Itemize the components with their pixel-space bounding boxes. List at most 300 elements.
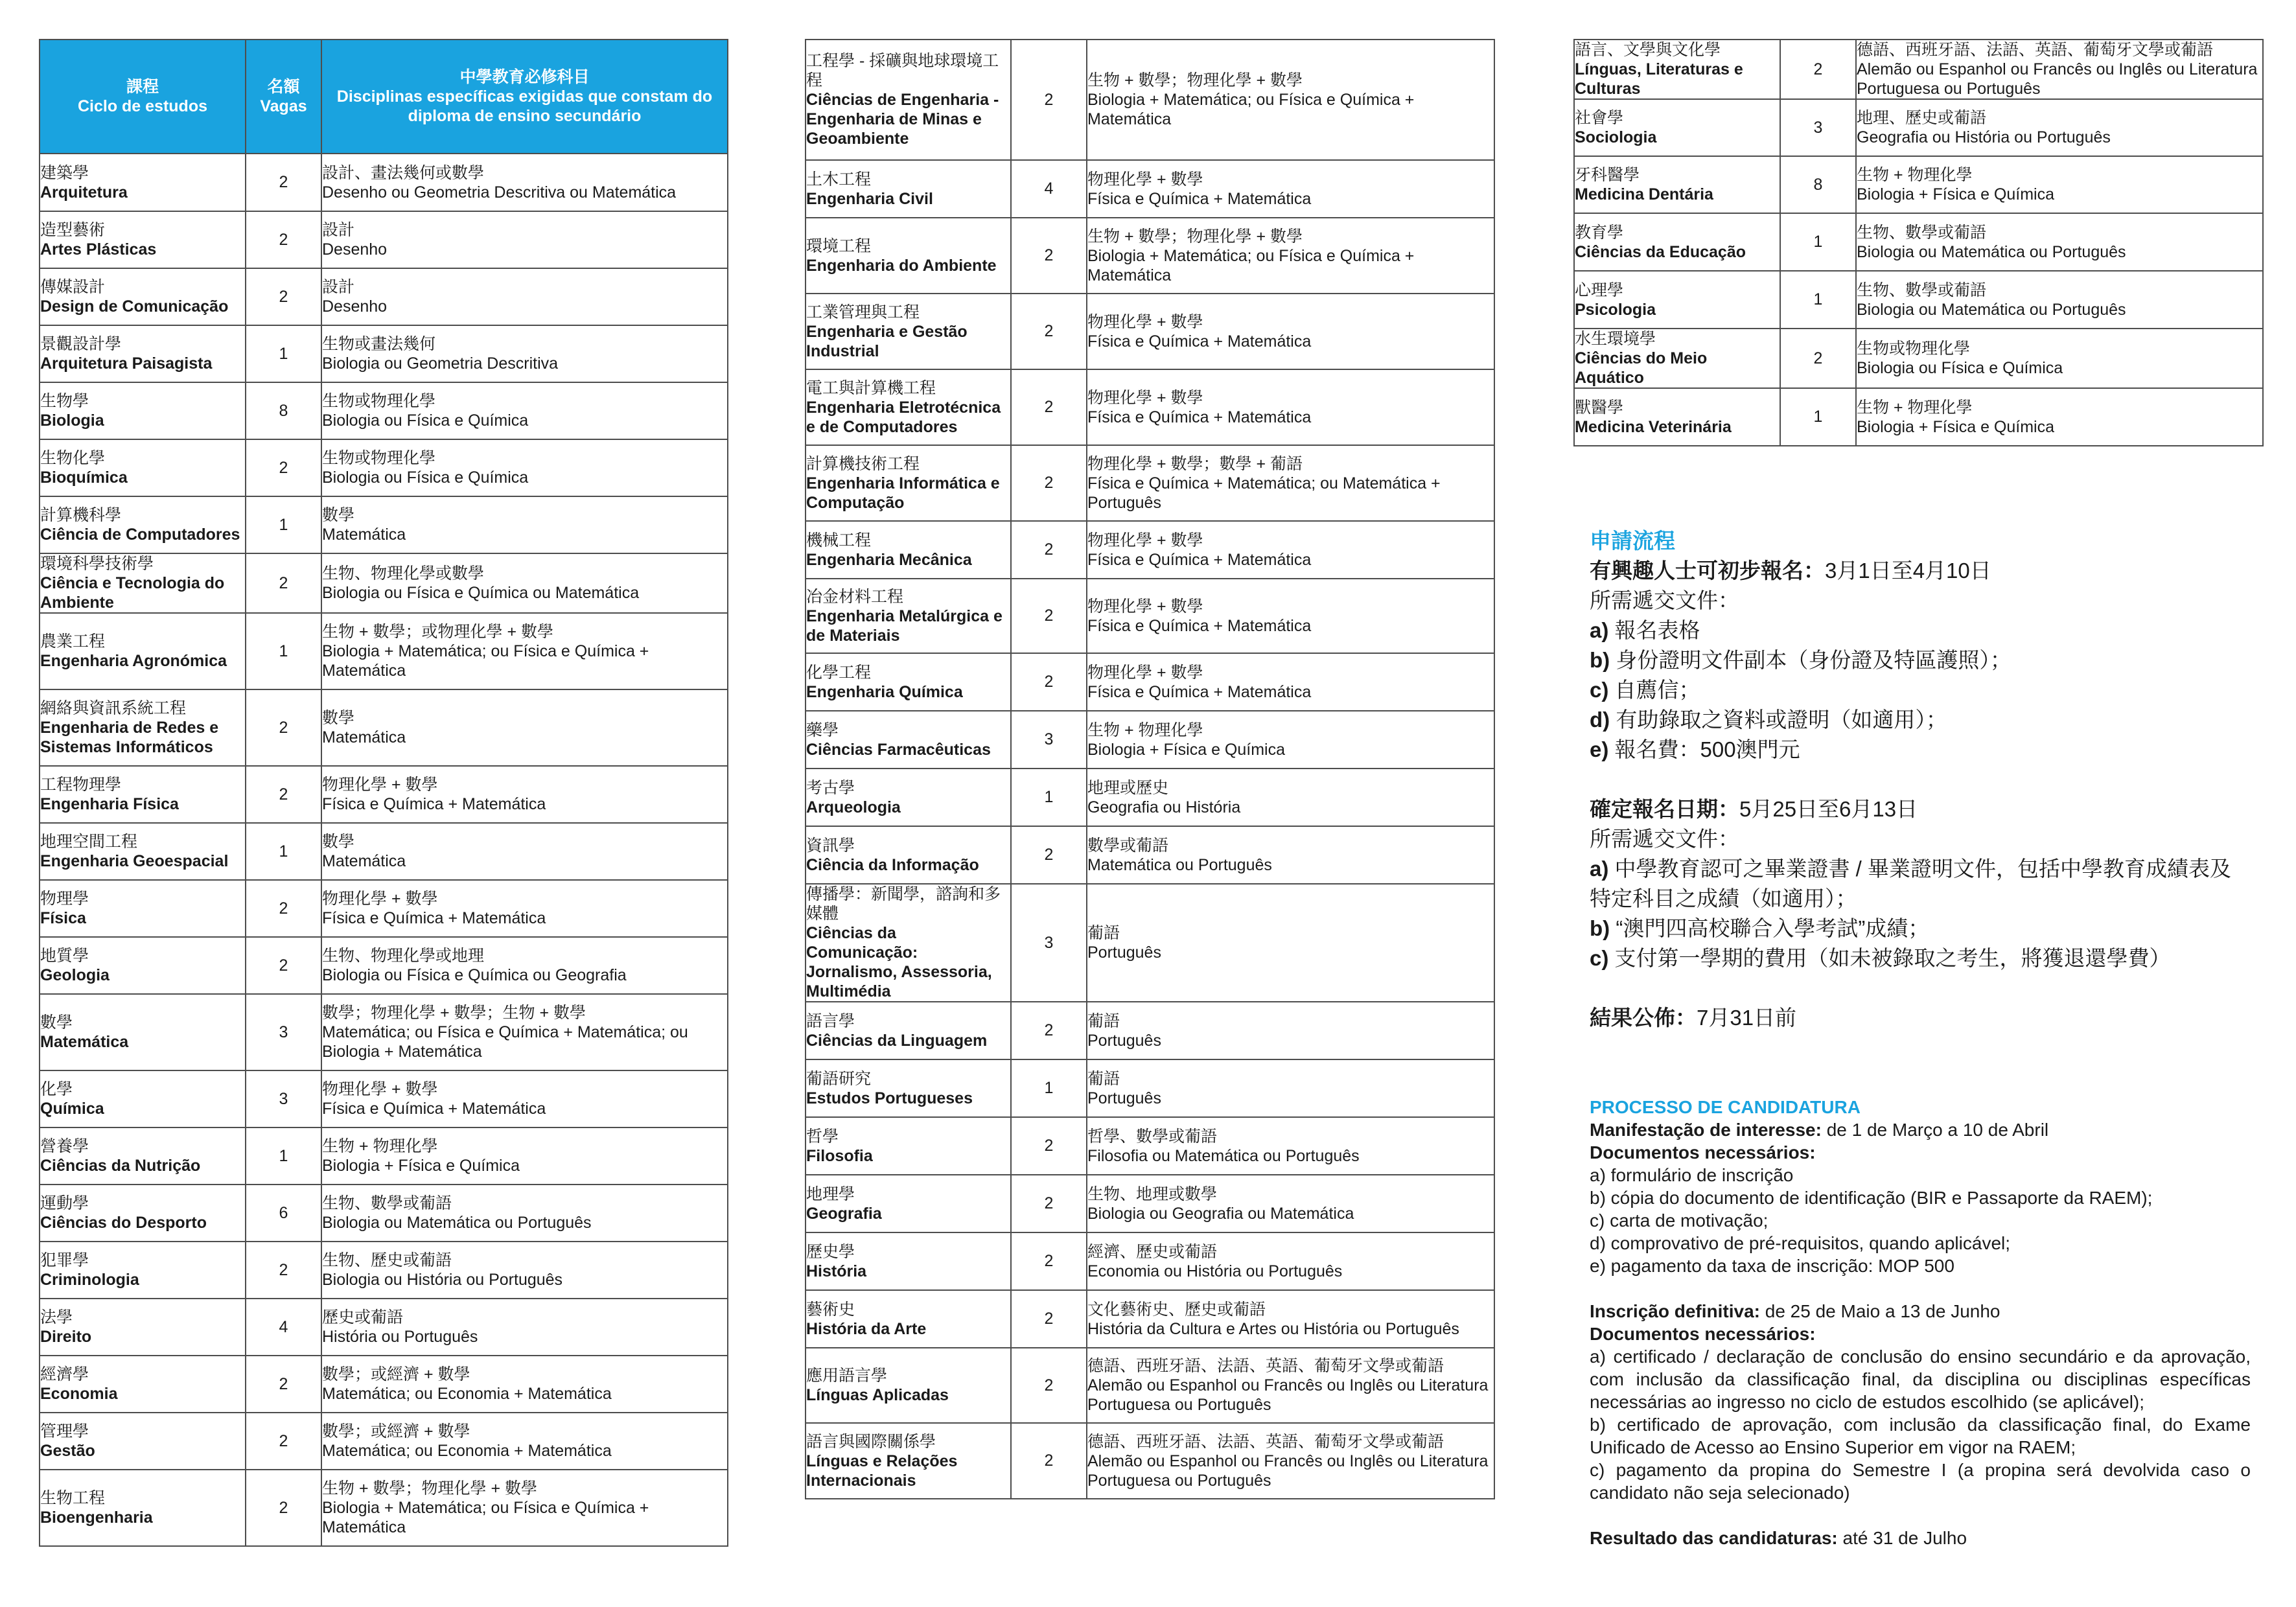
table-row: [806, 1002, 1494, 1059]
table-row: [40, 1070, 728, 1127]
vagas-cell: 1: [1780, 271, 1856, 329]
requirements-cell: [321, 154, 728, 211]
course-name-pt: Ciências da Nutrição: [40, 1157, 201, 1175]
course-name-zh: 化學: [40, 1080, 73, 1098]
course-name-zh: 葡語研究: [806, 1069, 872, 1088]
vagas-cell: 2: [1011, 1175, 1087, 1232]
requirement-zh: 德語、西班牙語、法語、英語、葡萄牙文學或葡語: [1087, 1357, 1444, 1375]
requirements-cell: [1087, 1423, 1494, 1499]
vagas-cell: 2: [1011, 1232, 1087, 1290]
course-name-pt: Ciências do Desporto: [40, 1214, 207, 1232]
course-cell: [40, 154, 246, 211]
requirements-cell: [1856, 40, 2263, 99]
requirements-cell: [1087, 1117, 1494, 1175]
requirement-pt: Biologia ou Física e Química: [322, 411, 529, 430]
header-vagas-pt: Vagas: [260, 97, 307, 115]
requirement-pt: Matemática: [322, 728, 406, 746]
result-line-zh: [1590, 1003, 2251, 1033]
vagas-cell: 1: [1780, 213, 1856, 271]
vagas-cell: 2: [246, 880, 321, 937]
course-cell: [806, 1117, 1011, 1175]
course-name-pt: Arquitetura: [40, 183, 128, 202]
requirement-pt: Matemática: [322, 852, 406, 870]
table-row: [40, 689, 728, 766]
course-cell: [806, 579, 1011, 653]
requirement-pt: Português: [1087, 1089, 1161, 1107]
table-row: [806, 294, 1494, 369]
course-name-pt: Ciências do Meio Aquático: [1575, 349, 1708, 387]
requirement-zh: 葡語: [1087, 1012, 1120, 1030]
vagas-cell: 2: [246, 154, 321, 211]
course-name-pt: Engenharia Geoespacial: [40, 852, 229, 870]
vagas-cell: 8: [246, 382, 321, 439]
course-name-zh: 語言、文學與文化學: [1575, 41, 1721, 59]
vagas-cell: 1: [1780, 388, 1856, 446]
requirement-pt: Biologia ou Matemática ou Português: [322, 1214, 592, 1232]
course-name-zh: 冶金材料工程: [806, 587, 904, 606]
requirement-pt: Geografia ou História ou Português: [1857, 128, 2111, 146]
course-cell: [40, 1185, 246, 1242]
table-row: [40, 937, 728, 994]
course-name-pt: Bioquímica: [40, 468, 128, 487]
programs-table-body-3: [1574, 40, 2263, 446]
table-row: [806, 218, 1494, 294]
table-row: [40, 268, 728, 325]
course-name-pt: Ciência e Tecnologia do Ambiente: [40, 574, 225, 612]
interest-line-pt: [1590, 1118, 2251, 1141]
course-name-zh: 地理空間工程: [40, 833, 138, 851]
doc-item-pt: b) certificado de aprovação, com inclusão da classificação final, do Exame Unificado de Acesso ao Ensino Superior em vigor na RAEM;: [1590, 1415, 2251, 1457]
course-cell: [40, 268, 246, 325]
table-row: [40, 553, 728, 613]
requirement-zh: 生物 + 數學；物理化學 + 數學: [1087, 227, 1303, 246]
table-row: [806, 445, 1494, 521]
course-cell: [40, 1356, 246, 1413]
course-cell: [40, 325, 246, 382]
table-row: [40, 613, 728, 689]
table-row: [40, 823, 728, 880]
course-name-pt: Geografia: [806, 1204, 882, 1223]
course-name-zh: 傳播學：新聞學，諮詢和多媒體: [806, 885, 1001, 923]
requirements-cell: [1087, 1059, 1494, 1117]
requirement-pt: Física e Química + Matemática: [1087, 408, 1312, 426]
interest-line-zh: [1590, 556, 2251, 586]
course-name-pt: Ciências da Educação: [1575, 242, 1746, 261]
course-name-pt: Engenharia Informática e Computação: [806, 474, 1000, 512]
course-cell: [806, 653, 1011, 711]
table-row: [806, 521, 1494, 579]
course-name-pt: Criminologia: [40, 1271, 139, 1289]
course-cell: [1574, 388, 1780, 446]
table-row: [1574, 40, 2263, 99]
requirement-pt: Biologia ou Física e Química ou Geografia: [322, 966, 627, 984]
course-name-zh: 獸醫學: [1575, 398, 1624, 417]
requirement-pt: Biologia ou Física e Química ou Matemática: [322, 584, 640, 602]
course-name-pt: Filosofia: [806, 1146, 873, 1165]
course-name-zh: 生物學: [40, 392, 89, 410]
course-name-zh: 景觀設計學: [40, 335, 122, 353]
vagas-cell: 2: [246, 439, 321, 496]
requirements-cell: [321, 1413, 728, 1470]
doc-item-text: 有助錄取之資料或證明（如適用）；: [1616, 708, 1947, 732]
doc-item-text: 自薦信；: [1614, 678, 1700, 702]
requirement-pt: Alemão ou Espanhol ou Francês ou Inglês ou Literatura Portuguesa ou Português: [1087, 1376, 1489, 1414]
table-row: [40, 1413, 728, 1470]
requirement-zh: 生物或物理化學: [1857, 340, 1971, 358]
requirement-zh: 德語、西班牙語、法語、英語、葡萄牙文學或葡語: [1087, 1432, 1444, 1451]
doc-item-zh: [1590, 943, 2251, 973]
course-cell: [40, 1242, 246, 1299]
table-row: [40, 1470, 728, 1546]
vagas-cell: 1: [246, 1127, 321, 1185]
doc-item-zh: [1590, 675, 2251, 705]
course-name-zh: 環境科學技術學: [40, 555, 154, 573]
doc-item-text: 報名費：500澳門元: [1614, 737, 1800, 761]
requirement-zh: 生物、地理或數學: [1087, 1185, 1218, 1203]
requirement-zh: 物理化學 + 數學: [1087, 388, 1203, 407]
programs-table-3: [1573, 39, 2264, 446]
course-name-pt: Engenharia Eletrotécnica e de Computadores: [806, 398, 1001, 436]
vagas-cell: 2: [246, 211, 321, 268]
requirement-zh: 生物、歷史或葡語: [322, 1251, 452, 1269]
requirement-pt: Física e Química + Matemática: [1087, 616, 1312, 635]
vagas-cell: 2: [1011, 653, 1087, 711]
requirement-pt: Biologia + Matemática; ou Física e Química + Matemática: [1087, 91, 1415, 128]
requirements-cell: [1087, 769, 1494, 826]
course-cell: [1574, 329, 1780, 388]
vagas-cell: 2: [246, 1356, 321, 1413]
course-name-zh: 應用語言學: [806, 1367, 888, 1385]
requirement-pt: Biologia ou História ou Português: [322, 1271, 563, 1289]
requirement-pt: Biologia + Física e Química: [1857, 417, 2054, 436]
course-name-zh: 心理學: [1575, 281, 1624, 299]
course-name-pt: Medicina Veterinária: [1575, 417, 1732, 436]
requirement-zh: 地理或歷史: [1087, 778, 1169, 797]
course-cell: [806, 369, 1011, 445]
course-cell: [40, 553, 246, 613]
requirement-pt: Física e Química + Matemática: [322, 795, 546, 813]
programs-table-2: [805, 39, 1495, 1499]
requirement-zh: 物理化學 + 數學: [1087, 170, 1203, 189]
course-name-zh: 物理學: [40, 890, 89, 908]
requirements-cell: [321, 689, 728, 766]
doc-item-key: c): [1590, 946, 1609, 970]
requirements-cell: [1087, 884, 1494, 1002]
requirement-zh: 生物或物理化學: [322, 392, 436, 410]
requirement-zh: 數學；物理化學 + 數學；生物 + 數學: [322, 1004, 586, 1022]
requirement-pt: Biologia + Matemática; ou Física e Química + Matemática: [1087, 246, 1415, 284]
requirements-cell: [1087, 1348, 1494, 1423]
table-row: [806, 711, 1494, 769]
docs2-list-pt: [1590, 1345, 2251, 1504]
requirements-cell: [321, 937, 728, 994]
vagas-cell: 2: [246, 689, 321, 766]
requirement-pt: Física e Química + Matemática: [1087, 550, 1312, 569]
course-cell: [1574, 271, 1780, 329]
course-name-zh: 管理學: [40, 1422, 89, 1440]
docs2-list-zh: [1590, 854, 2251, 973]
header-requirements: [321, 40, 728, 154]
requirements-cell: [321, 880, 728, 937]
course-name-pt: Direito: [40, 1328, 92, 1346]
course-cell: [40, 823, 246, 880]
table-row: [806, 40, 1494, 160]
vagas-cell: 1: [246, 613, 321, 689]
table-row: [40, 1185, 728, 1242]
course-cell: [40, 1070, 246, 1127]
course-name-pt: Línguas Aplicadas: [806, 1386, 949, 1404]
docs-label-pt: [1590, 1141, 2251, 1164]
course-cell: [40, 439, 246, 496]
requirements-cell: [1087, 711, 1494, 769]
requirement-pt: Matemática; ou Física e Química + Matemática; ou Biologia + Matemática: [322, 1023, 688, 1061]
course-name-pt: Engenharia Metalúrgica e de Materiais: [806, 607, 1003, 645]
vagas-cell: 2: [1011, 40, 1087, 160]
course-name-pt: Química: [40, 1100, 104, 1118]
process-title-pt: PROCESSO DE CANDIDATURA: [1590, 1097, 1861, 1117]
requirement-zh: 數學；或經濟 + 數學: [322, 1422, 470, 1440]
requirement-pt: Biologia + Física e Química: [1857, 185, 2054, 203]
vagas-cell: 2: [246, 766, 321, 823]
requirement-pt: Biologia ou Física e Química: [1857, 359, 2063, 377]
requirement-zh: 設計、畫法幾何或數學: [322, 163, 485, 182]
requirement-pt: Filosofia ou Matemática ou Português: [1087, 1146, 1360, 1165]
course-name-pt: Psicologia: [1575, 300, 1656, 319]
requirements-cell: [1087, 653, 1494, 711]
requirements-cell: [321, 823, 728, 880]
course-name-zh: 藥學: [806, 721, 839, 739]
requirements-cell: [321, 613, 728, 689]
requirement-zh: 生物、數學或葡語: [322, 1194, 452, 1212]
course-cell: [806, 40, 1011, 160]
course-cell: [806, 445, 1011, 521]
requirement-pt: Física e Química + Matemática: [322, 909, 546, 927]
requirement-pt: História da Cultura e Artes ou História ou Português: [1087, 1319, 1459, 1338]
course-name-zh: 語言學: [806, 1012, 855, 1030]
vagas-cell: 2: [1011, 1290, 1087, 1348]
docs-list-pt: [1590, 1164, 2251, 1277]
course-cell: [806, 294, 1011, 369]
doc-item-text: 身份證明文件副本（身份證及特區護照）；: [1616, 648, 2012, 672]
vagas-cell: 1: [246, 823, 321, 880]
course-name-pt: Línguas e Relações Internacionais: [806, 1451, 958, 1490]
programs-table-body-2: [806, 40, 1494, 1499]
vagas-cell: 2: [246, 1242, 321, 1299]
course-cell: [40, 689, 246, 766]
course-name-zh: 環境工程: [806, 237, 872, 255]
requirement-pt: Biologia + Física e Química: [1087, 740, 1285, 759]
table-header-row: [40, 40, 728, 154]
course-cell: [40, 496, 246, 553]
table-row: [806, 579, 1494, 653]
course-name-pt: Ciências da Linguagem: [806, 1031, 988, 1050]
course-name-zh: 歷史學: [806, 1242, 855, 1261]
result-value-zh: 7月31日前: [1697, 1006, 1797, 1030]
course-cell: [40, 1127, 246, 1185]
table-row: [806, 1423, 1494, 1499]
vagas-cell: 2: [1011, 1423, 1087, 1499]
header-course-zh: 課程: [126, 78, 159, 96]
def-value-pt: de 25 de Maio a 13 de Junho: [1765, 1301, 2000, 1321]
doc-item-pt: a) formulário de inscrição: [1590, 1165, 1794, 1185]
vagas-cell: 2: [1011, 218, 1087, 294]
requirements-cell: [1856, 99, 2263, 156]
course-name-pt: Bioengenharia: [40, 1509, 153, 1527]
course-name-zh: 工程學 - 採礦與地球環境工程: [806, 52, 999, 89]
requirement-zh: 歷史或葡語: [322, 1308, 404, 1326]
requirement-zh: 物理化學 + 數學: [322, 1080, 438, 1098]
table-row: [806, 884, 1494, 1002]
table-row: [40, 994, 728, 1070]
vagas-cell: 2: [246, 553, 321, 613]
course-name-pt: Engenharia Civil: [806, 189, 933, 208]
programs-table-body-1: [40, 154, 728, 1546]
vagas-cell: 2: [1780, 329, 1856, 388]
requirement-zh: 數學: [322, 833, 355, 851]
requirements-cell: [1087, 294, 1494, 369]
confirm-value-zh: 5月25日至6月13日: [1739, 797, 1918, 821]
requirement-zh: 生物、物理化學或地理: [322, 947, 485, 965]
table-row: [1574, 213, 2263, 271]
requirement-zh: 物理化學 + 數學: [1087, 663, 1203, 682]
vagas-cell: 3: [1011, 884, 1087, 1002]
interest-value-pt: de 1 de Março a 10 de Abril: [1826, 1120, 2049, 1140]
requirement-zh: 物理化學 + 數學: [322, 776, 438, 794]
course-name-zh: 藝術史: [806, 1300, 855, 1319]
course-cell: [40, 613, 246, 689]
course-cell: [806, 1175, 1011, 1232]
course-cell: [1574, 40, 1780, 99]
course-cell: [40, 937, 246, 994]
vagas-cell: 3: [246, 1070, 321, 1127]
requirement-zh: 物理化學 + 數學: [322, 890, 438, 908]
course-name-pt: Engenharia do Ambiente: [806, 256, 997, 275]
vagas-cell: 2: [1011, 1002, 1087, 1059]
header-req-pt: Disciplinas específicas exigidas que constam do diploma de ensino secundário: [336, 87, 713, 125]
course-name-pt: Ciências Farmacêuticas: [806, 740, 991, 759]
course-name-pt: Línguas, Literaturas e Culturas: [1575, 60, 1743, 98]
requirements-cell: [1087, 826, 1494, 884]
docs2-label-pt-text: Documentos necessários:: [1590, 1324, 1816, 1344]
requirement-pt: Português: [1087, 943, 1161, 962]
table-row: [806, 1059, 1494, 1117]
result-line-pt: [1590, 1527, 2251, 1549]
course-name-zh: 數學: [40, 1013, 73, 1032]
vagas-cell: 2: [246, 1470, 321, 1546]
requirements-cell: [321, 766, 728, 823]
table-row: [40, 496, 728, 553]
table-row: [1574, 99, 2263, 156]
doc-item-zh: [1590, 705, 2251, 735]
requirement-pt: Desenho: [322, 240, 388, 259]
table-row: [806, 653, 1494, 711]
course-cell: [1574, 156, 1780, 213]
requirement-pt: Geografia ou História: [1087, 798, 1241, 816]
course-name-pt: Engenharia Química: [806, 682, 963, 701]
course-name-pt: Arquitetura Paisagista: [40, 354, 213, 373]
requirement-zh: 生物 + 物理化學: [322, 1137, 438, 1155]
requirements-cell: [1856, 213, 2263, 271]
course-cell: [40, 382, 246, 439]
vagas-cell: 2: [1780, 40, 1856, 99]
requirements-cell: [1087, 160, 1494, 218]
course-cell: [806, 884, 1011, 1002]
table-row: [40, 211, 728, 268]
requirement-zh: 物理化學 + 數學: [1087, 312, 1203, 331]
course-name-pt: História da Arte: [806, 1319, 927, 1338]
course-name-pt: Engenharia de Redes e Sistemas Informáticos: [40, 719, 219, 756]
requirement-zh: 葡語: [1087, 924, 1120, 942]
requirement-zh: 生物、數學或葡語: [1857, 281, 1987, 299]
requirements-cell: [1856, 156, 2263, 213]
table-row: [40, 1242, 728, 1299]
vagas-cell: 3: [1780, 99, 1856, 156]
doc-item-zh: [1590, 645, 2251, 675]
course-cell: [40, 766, 246, 823]
requirement-pt: Matemática; ou Economia + Matemática: [322, 1385, 612, 1403]
doc-item-key: b): [1590, 916, 1610, 940]
course-name-pt: Engenharia e Gestão Industrial: [806, 322, 968, 360]
doc-item-key: a): [1590, 857, 1609, 881]
vagas-cell: 1: [246, 496, 321, 553]
requirement-pt: Biologia ou Física e Química: [322, 468, 529, 487]
interest-label-zh: 有興趣人士可初步報名：: [1590, 559, 1825, 583]
table-row: [40, 439, 728, 496]
doc-item-pt: d) comprovativo de pré-requisitos, quando aplicável;: [1590, 1233, 2011, 1253]
requirement-zh: 物理化學 + 數學；數學 + 葡語: [1087, 454, 1303, 473]
requirement-pt: Economia ou História ou Português: [1087, 1262, 1343, 1280]
requirement-zh: 物理化學 + 數學: [1087, 597, 1203, 616]
course-name-pt: Geologia: [40, 966, 110, 984]
result-label-pt: Resultado das candidaturas:: [1590, 1528, 1838, 1548]
requirement-pt: Desenho ou Geometria Descritiva ou Matemática: [322, 183, 677, 202]
course-name-zh: 造型藝術: [40, 221, 106, 239]
course-name-pt: Ciência de Computadores: [40, 526, 240, 544]
course-name-zh: 社會學: [1575, 109, 1624, 127]
interest-value-zh: 3月1日至4月10日: [1825, 559, 1991, 583]
requirement-pt: Física e Química + Matemática; ou Matemática + Português: [1087, 474, 1441, 512]
vagas-cell: 2: [246, 268, 321, 325]
vagas-cell: 2: [1011, 294, 1087, 369]
requirements-cell: [1087, 445, 1494, 521]
table-row: [806, 1290, 1494, 1348]
doc-item-pt: b) cópia do documento de identificação (BIR e Passaporte da RAEM);: [1590, 1188, 2153, 1208]
vagas-cell: 2: [1011, 1117, 1087, 1175]
course-name-pt: Economia: [40, 1385, 118, 1403]
course-name-zh: 工業管理與工程: [806, 303, 920, 321]
requirement-zh: 生物或畫法幾何: [322, 335, 436, 353]
table-row: [806, 1348, 1494, 1423]
requirements-cell: [321, 1299, 728, 1356]
course-cell: [806, 218, 1011, 294]
course-cell: [40, 994, 246, 1070]
course-name-zh: 哲學: [806, 1127, 839, 1146]
process-title-zh: 申請流程: [1590, 529, 1675, 553]
docs-label-zh: 所需遞交文件：: [1590, 588, 1739, 612]
requirements-cell: [321, 1470, 728, 1546]
requirement-zh: 德語、西班牙語、法語、英語、葡萄牙文學或葡語: [1857, 41, 2214, 59]
vagas-cell: 8: [1780, 156, 1856, 213]
requirement-pt: Português: [1087, 1031, 1161, 1050]
doc-item-text: “澳門四高校聯合入學考試”成績；: [1616, 916, 1930, 940]
requirement-zh: 數學: [322, 709, 355, 727]
requirement-pt: Matemática ou Português: [1087, 855, 1272, 874]
course-cell: [806, 1059, 1011, 1117]
requirements-cell: [321, 994, 728, 1070]
requirement-pt: Física e Química + Matemática: [1087, 682, 1312, 701]
table-row: [806, 769, 1494, 826]
course-name-pt: Design de Comunicação: [40, 297, 229, 316]
